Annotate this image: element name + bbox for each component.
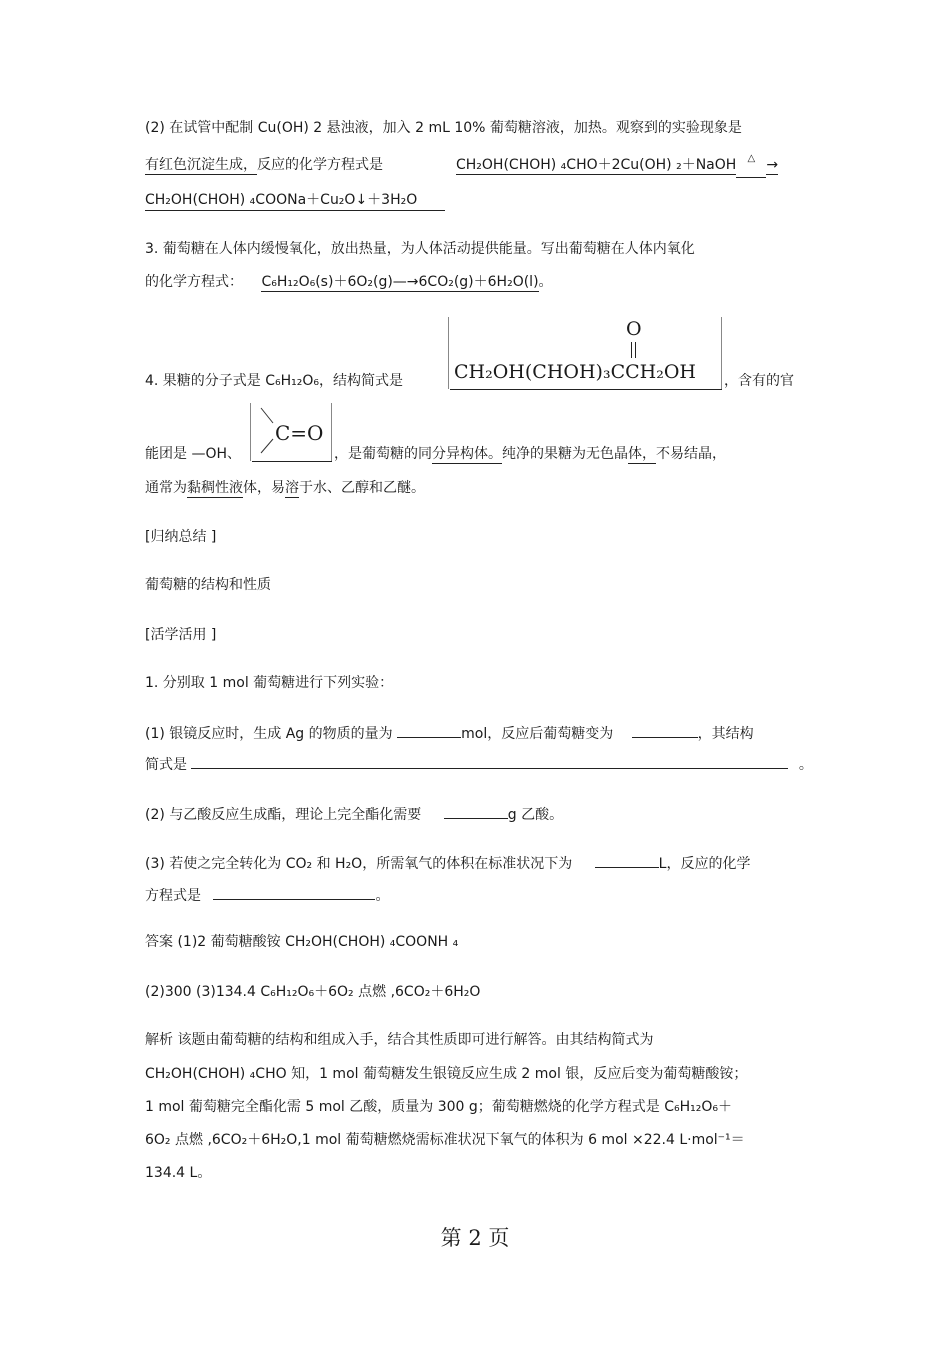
carbonyl-group-image: C=O — [250, 403, 332, 461]
q4-line1-end: ，含有的官 — [724, 373, 794, 389]
analysis-line4: 6O₂ 点燃 ,6CO₂＋6H₂O,1 mol 葡萄糖燃烧需标准状况下氧气的体积为 6 mol ×22.4 L·mol⁻¹＝ — [145, 1132, 745, 1148]
q3-line2: 的化学方程式： C₆H₁₂O₆(s)＋6O₂(g)—→6CO₂(g)＋6H₂O(l)。 — [145, 274, 553, 290]
carbonyl-underline — [252, 461, 332, 462]
blank-silver-mol — [397, 723, 461, 738]
q2-answer-phenomenon: 有红色沉淀生成， — [145, 157, 257, 173]
blank-structure — [191, 754, 788, 769]
practice-q1-1-line1: (1) 银镜反应时，生成 Ag 的物质的量为 mol，反应后葡萄糖变为 ，其结构 — [145, 723, 754, 743]
carbonyl-oxygen: O — [626, 318, 642, 340]
blank-equation — [213, 885, 375, 900]
q2-line2 — [145, 156, 383, 174]
q2-equation-label: 反应的化学方程式是 — [257, 157, 383, 173]
analysis-line2: CH₂OH(CHOH) ₄CHO 知，1 mol 葡萄糖发生银镜反应生成 2 mol 银，反应后变为葡萄糖酸铵； — [145, 1066, 748, 1082]
structure-underline — [450, 389, 722, 390]
answer-line1: 答案 (1)2 葡萄糖酸铵 CH₂OH(CHOH) ₄COONH ₄ — [145, 934, 459, 950]
analysis-line3: 1 mol 葡萄糖完全酯化需 5 mol 乙酸，质量为 300 g；葡萄糖燃烧的化学方程式是 C₆H₁₂O₆＋ — [145, 1099, 732, 1115]
reaction-arrow: → — [766, 157, 779, 173]
blank-acetic-acid — [444, 804, 508, 819]
summary-heading: [归纳总结 ] — [145, 529, 217, 545]
analysis-line1: 解析 该题由葡萄糖的结构和组成入手，结合其性质即可进行解答。由其结构简式为 — [145, 1032, 654, 1048]
q3-equation: C₆H₁₂O₆(s)＋6O₂(g)—→6CO₂(g)＋6H₂O(l) — [261, 274, 539, 290]
answer-line2: (2)300 (3)134.4 C₆H₁₂O₆＋6O₂ 点燃 ,6CO₂＋6H₂O — [145, 984, 481, 1000]
practice-q1-3-line2: 方程式是 。 — [145, 885, 389, 905]
analysis-line5: 134.4 L。 — [145, 1165, 212, 1181]
practice-heading: [活学活用 ] — [145, 627, 217, 643]
q2-equation-part1: CH₂OH(CHOH) ₄CHO＋2Cu(OH) ₂＋NaOH △ → — [456, 156, 778, 178]
fructose-structure-formula: CH₂OH(CHOH)₃CCH₂OH — [454, 361, 696, 383]
practice-q1-2: (2) 与乙酸反应生成酯，理论上完全酯化需要 g 乙酸。 — [145, 804, 563, 824]
blank-oxygen-volume — [595, 853, 659, 868]
practice-q1-3-line1: (3) 若使之完全转化为 CO₂ 和 H₂O，所需氧气的体积在标准状况下为 L，反应的化学 — [145, 853, 750, 873]
heat-symbol: △ — [747, 153, 756, 164]
double-bond — [631, 342, 636, 358]
q3-line1: 3. 葡萄糖在人体内缓慢氧化，放出热量，为人体活动提供能量。写出葡萄糖在人体内氧化 — [145, 241, 695, 257]
practice-q1: 1. 分别取 1 mol 葡萄糖进行下列实验： — [145, 675, 394, 691]
q4-line3: 通常为黏稠性液体，易溶于水、乙醇和乙醚。 — [145, 480, 425, 496]
q2-equation-part2: CH₂OH(CHOH) ₄COONa＋Cu₂O↓＋3H₂O — [145, 191, 445, 211]
practice-q1-1-line2: 简式是 。 — [145, 754, 813, 774]
q4-line2-start: 能团是 —OH、 — [145, 446, 241, 462]
page-number: 第 2 页 — [440, 1226, 510, 1250]
summary-text: 葡萄糖的结构和性质 — [145, 577, 271, 593]
q4-line2-rest: ，是葡萄糖的同分异构体。纯净的果糖为无色晶体，不易结晶， — [334, 446, 726, 462]
q2-line1: (2) 在试管中配制 Cu(OH) 2 悬浊液，加入 2 mL 10% 葡萄糖溶液，加热。观察到的实验现象是 — [145, 120, 742, 136]
q4-line1-text: 4. 果糖的分子式是 C₆H₁₂O₆，结构简式是 — [145, 373, 404, 389]
blank-product — [632, 723, 698, 738]
